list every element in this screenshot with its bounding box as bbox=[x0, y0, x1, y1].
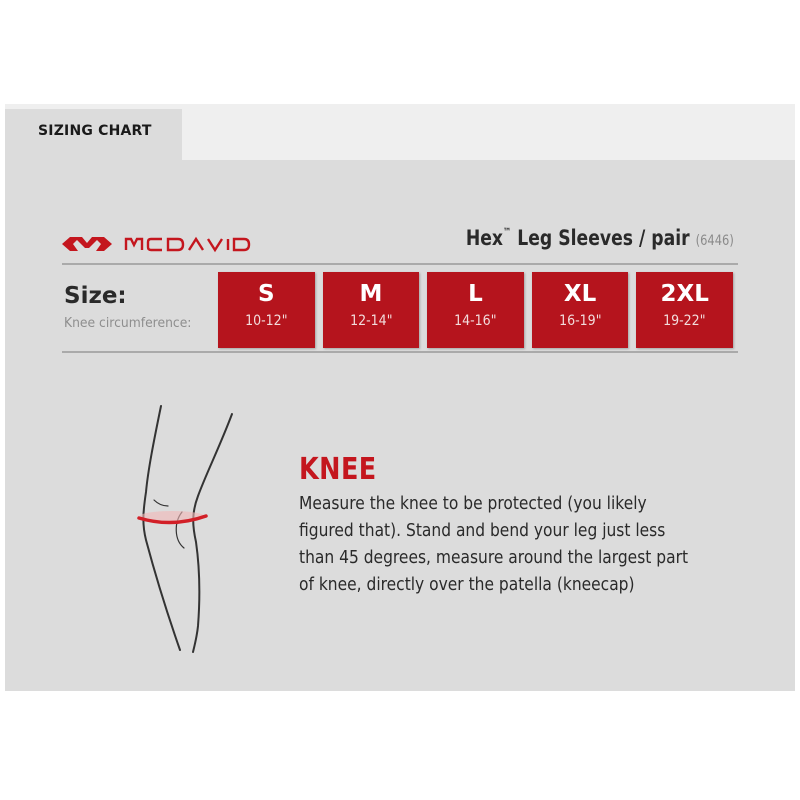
product-suffix: Leg Sleeves / pair bbox=[511, 226, 690, 250]
knee-measurement-icon bbox=[128, 400, 248, 656]
size-range: 10-12" bbox=[245, 313, 288, 329]
size-options bbox=[218, 272, 733, 348]
size-range: 19-22" bbox=[663, 313, 706, 329]
size-name: S bbox=[258, 281, 275, 307]
size-option-m[interactable] bbox=[323, 272, 420, 348]
product-name: Hex bbox=[466, 226, 504, 250]
measure-description bbox=[299, 490, 729, 598]
size-label: Size: bbox=[64, 283, 127, 309]
size-range: 12-14" bbox=[349, 313, 393, 329]
description-line: than 45 degrees, measure around the largest part bbox=[299, 547, 689, 568]
size-option-2xl[interactable] bbox=[636, 272, 733, 348]
divider-top bbox=[62, 263, 738, 265]
size-name: L bbox=[468, 281, 483, 307]
size-option-l[interactable] bbox=[427, 272, 524, 348]
trademark-mark: ™ bbox=[503, 227, 512, 238]
size-range: 14-16" bbox=[454, 313, 497, 329]
size-range: 16-19" bbox=[558, 313, 602, 329]
size-name: XL bbox=[563, 281, 597, 307]
sizing-chart-panel bbox=[5, 104, 795, 691]
description-line: figured that). Stand and bend your leg just less bbox=[299, 520, 666, 541]
size-name: 2XL bbox=[660, 281, 709, 307]
size-option-s[interactable] bbox=[218, 272, 315, 348]
tab-label: SIZING CHART bbox=[38, 123, 152, 139]
circumference-label: Knee circumference: bbox=[64, 316, 192, 331]
description-line: Measure the knee to be protected (you likely bbox=[299, 493, 647, 514]
mcdavid-m-logo-icon bbox=[62, 233, 294, 255]
description-line: of knee, directly over the patella (kneecap) bbox=[299, 574, 635, 595]
product-title bbox=[466, 226, 734, 250]
measure-heading: KNEE bbox=[299, 452, 377, 487]
size-name: M bbox=[359, 281, 383, 307]
size-option-xl[interactable] bbox=[532, 272, 629, 348]
product-code: (6446) bbox=[695, 233, 734, 249]
divider-bottom bbox=[62, 351, 738, 353]
